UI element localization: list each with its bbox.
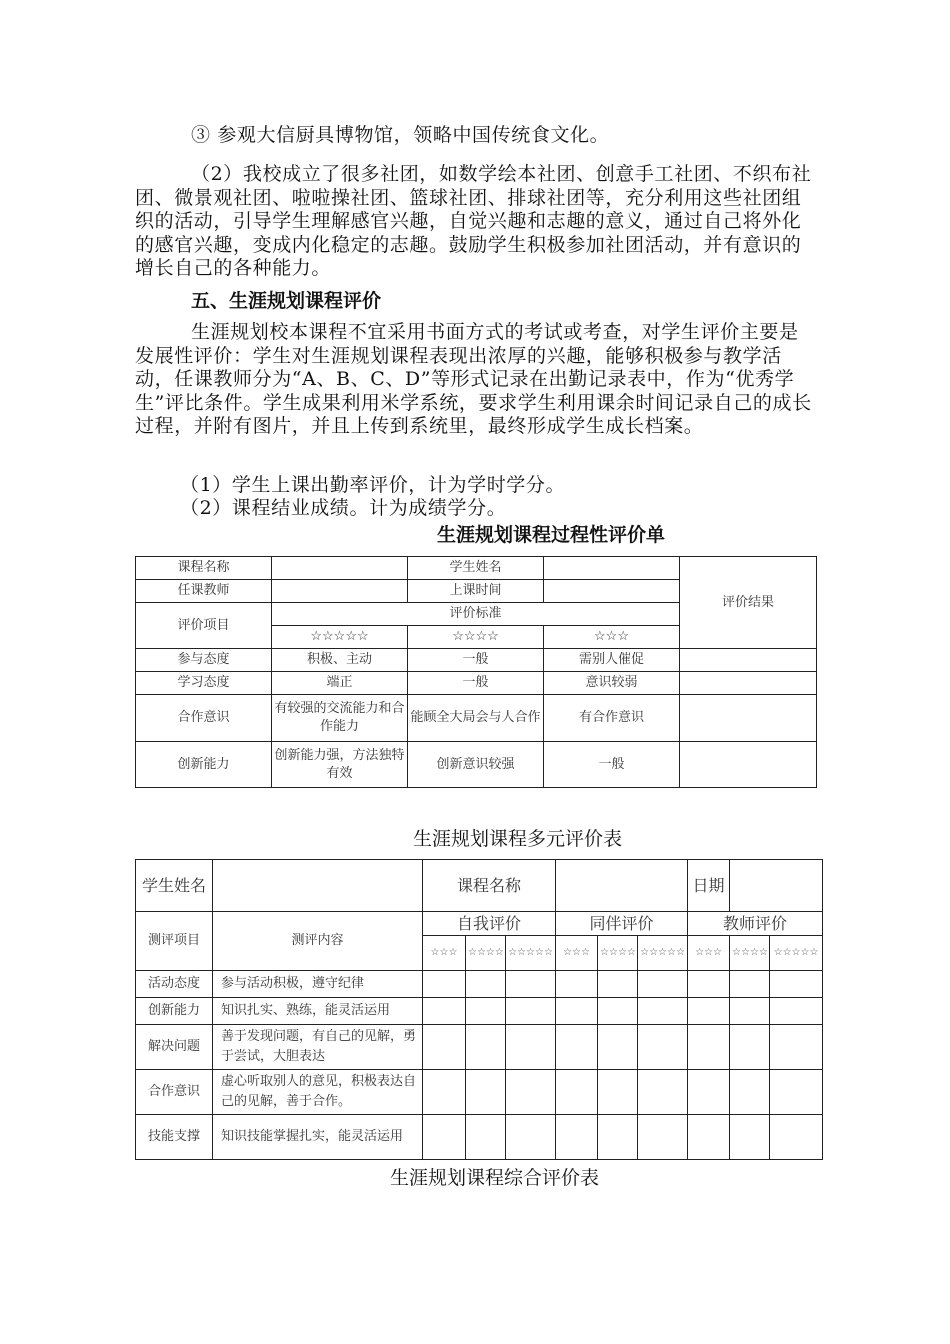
process-evaluation-table <box>135 556 817 788</box>
row-level-4: 能顾全大局会与人合作 <box>408 695 544 742</box>
row-level-4: 一般 <box>408 649 544 672</box>
teacher-level-5: ☆☆☆☆☆ <box>770 936 823 971</box>
result-header: 评价结果 <box>680 557 817 649</box>
row-result <box>680 672 817 695</box>
student-name-label: 学生姓名 <box>408 557 544 580</box>
table-row <box>136 742 817 788</box>
table-row <box>136 1025 823 1070</box>
peer-eval-header: 同伴评价 <box>556 912 688 936</box>
table-row <box>136 998 823 1025</box>
row-item: 解决问题 <box>136 1025 213 1070</box>
teacher-level-3: ☆☆☆ <box>688 936 730 971</box>
row-content: 知识扎实、熟练，能灵活运用 <box>213 998 423 1025</box>
table3-title: 生涯规划课程综合评价表 <box>390 1167 600 1189</box>
row-result <box>680 649 817 672</box>
table1-title: 生涯规划课程过程性评价单 <box>437 524 666 546</box>
peer-level-4: ☆☆☆☆ <box>598 936 638 971</box>
self-level-3: ☆☆☆ <box>423 936 466 971</box>
row-level-3: 有合作意识 <box>544 695 680 742</box>
table-row <box>136 695 817 742</box>
credit-item-2: （2）课程结业成绩。计为成绩学分。 <box>180 497 507 519</box>
row-item: 创新能力 <box>136 998 213 1025</box>
row-level-5: 端正 <box>272 672 408 695</box>
student-name-label: 学生姓名 <box>136 860 213 912</box>
item-header: 评价项目 <box>136 603 272 649</box>
row-content: 善于发现问题，有自己的见解，勇于尝试，大胆表达 <box>213 1025 423 1070</box>
paragraph-clubs: （2）我校成立了很多社团，如数学绘本社团、创意手工社团、不织布社团、微景观社团、啦啦操社团、篮球社团、排球社团等，充分利用这些社团组织的活动，引导学生理解感官兴趣，自觉兴趣和志趣的意义，通过自己将外化的感官兴趣，变成内化稳定的志趣。鼓励学生积极参加社团活动，并有意识的增长自己的各种能力。 <box>135 163 812 279</box>
credit-item-1: （1）学生上课出勤率评价，计为学时学分。 <box>180 474 566 496</box>
course-name-label: 课程名称 <box>423 860 556 912</box>
row-content: 虚心听取别人的意见，积极表达自己的见解，善于合作。 <box>213 1070 423 1115</box>
peer-level-3: ☆☆☆ <box>556 936 598 971</box>
row-item: 学习态度 <box>136 672 272 695</box>
row-item: 技能支撑 <box>136 1115 213 1160</box>
row-level-4: 一般 <box>408 672 544 695</box>
teacher-label: 任课教师 <box>136 580 272 603</box>
self-level-5: ☆☆☆☆☆ <box>506 936 556 971</box>
row-level-5: 积极、主动 <box>272 649 408 672</box>
table-row <box>136 971 823 998</box>
table-row <box>136 1115 823 1160</box>
paragraph-evaluation: 生涯规划校本课程不宜采用书面方式的考试或考查，对学生评价主要是发展性评价：学生对生涯规划课程表现出浓厚的兴趣，能够积极参与教学活动，任课教师分为“A、B、C、D”等形式记录在出勤记录表中，作为“优秀学生”评比条件。学生成果利用米学系统，要求学生利用课余时间记录自己的成长过程，并附有图片，并且上传到系统里，最终形成学生成长档案。 <box>135 321 812 437</box>
section-5-heading: 五、生涯规划课程评价 <box>191 290 382 312</box>
row-level-4: 创新意识较强 <box>408 742 544 788</box>
row-content: 知识技能掌握扎实，能灵活运用 <box>213 1115 423 1160</box>
class-time-value <box>544 580 680 603</box>
row-level-3: 一般 <box>544 742 680 788</box>
table-row <box>136 649 817 672</box>
row-item: 创新能力 <box>136 742 272 788</box>
row-level-5: 创新能力强，方法独特有效 <box>272 742 408 788</box>
teacher-eval-header: 教师评价 <box>688 912 823 936</box>
self-eval-header: 自我评价 <box>423 912 556 936</box>
item-3-line: ③ 参观大信厨具博物馆，领略中国传统食文化。 <box>191 124 610 146</box>
row-item: 合作意识 <box>136 1070 213 1115</box>
row-result <box>680 742 817 788</box>
course-name-label: 课程名称 <box>136 557 272 580</box>
row-level-3: 需别人催促 <box>544 649 680 672</box>
course-name-value <box>272 557 408 580</box>
row-level-3: 意识较弱 <box>544 672 680 695</box>
table-row <box>136 1070 823 1115</box>
date-label: 日期 <box>688 860 730 912</box>
teacher-value <box>272 580 408 603</box>
student-name-value <box>544 557 680 580</box>
level-3-stars: ☆☆☆ <box>544 626 680 649</box>
peer-level-5: ☆☆☆☆☆ <box>638 936 688 971</box>
table-row <box>136 672 817 695</box>
table2-title: 生涯规划课程多元评价表 <box>413 828 623 850</box>
item-header: 测评项目 <box>136 912 213 971</box>
self-level-4: ☆☆☆☆ <box>466 936 506 971</box>
level-4-stars: ☆☆☆☆ <box>408 626 544 649</box>
row-content: 参与活动积极，遵守纪律 <box>213 971 423 998</box>
row-level-5: 有较强的交流能力和合作能力 <box>272 695 408 742</box>
row-item: 活动态度 <box>136 971 213 998</box>
teacher-level-4: ☆☆☆☆ <box>730 936 770 971</box>
standard-header: 评价标准 <box>272 603 680 626</box>
row-item: 合作意识 <box>136 695 272 742</box>
multi-evaluation-table <box>135 859 823 1160</box>
class-time-label: 上课时间 <box>408 580 544 603</box>
date-value <box>730 860 823 912</box>
student-name-value <box>213 860 423 912</box>
course-name-value <box>556 860 688 912</box>
level-5-stars: ☆☆☆☆☆ <box>272 626 408 649</box>
content-header: 测评内容 <box>213 912 423 971</box>
row-item: 参与态度 <box>136 649 272 672</box>
row-result <box>680 695 817 742</box>
